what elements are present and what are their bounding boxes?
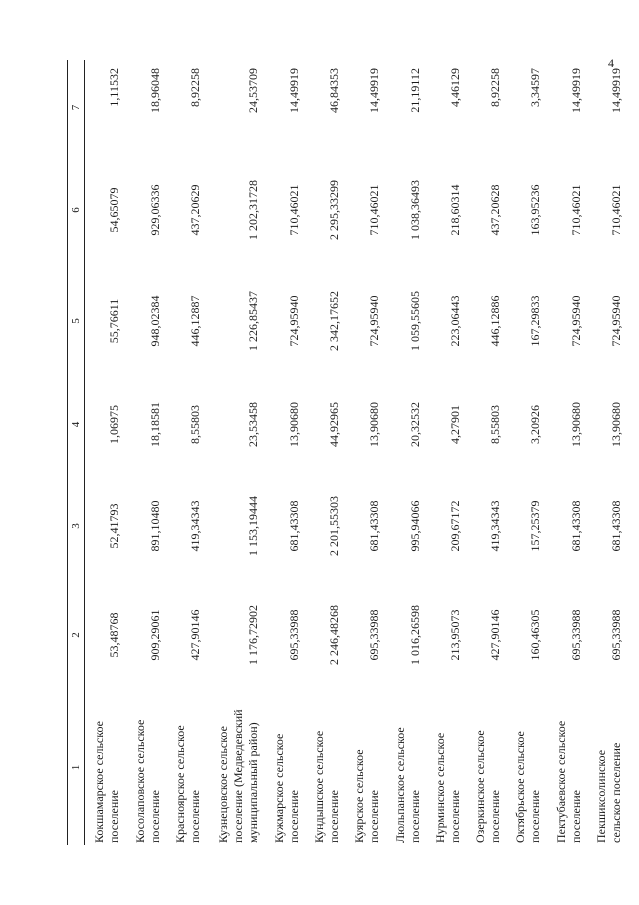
value-cell-col-4: 44,92965 (327, 402, 342, 447)
settlement-name (426, 690, 466, 845)
settlement-name-line: Озеркинское сельское (473, 730, 488, 843)
value-cell-col-3: 1 153,19444 (246, 496, 261, 556)
table-row (587, 60, 627, 845)
settlement-name-line: поселение (367, 789, 382, 843)
table-row (125, 60, 165, 845)
column-header: 7 (68, 60, 85, 155)
value-cell-col-5: 2 342,17652 (327, 291, 342, 351)
settlement-name-line: Косолаповское сельское (132, 719, 147, 843)
value-cell-col-5: 167,29833 (528, 295, 543, 347)
value-cell-col-7: 21,19112 (407, 68, 422, 113)
value-cell-col-2: 160,46305 (528, 609, 543, 661)
value-cell-col-7: 14,49919 (568, 68, 583, 113)
value-cell-col-2: 2 246,48268 (327, 605, 342, 665)
settlement-name-line: Кузнецовское сельское (216, 726, 231, 843)
budget-table (67, 60, 627, 845)
value-cell-col-2: 695,33988 (286, 609, 301, 661)
value-cell-col-5: 223,06443 (447, 295, 462, 347)
value-cell-col-3: 52,41793 (107, 503, 122, 549)
value-cell-col-5: 724,95940 (286, 295, 301, 347)
value-cell-col-2: 213,95073 (447, 609, 462, 661)
table-row (546, 60, 586, 845)
table-row (466, 60, 506, 845)
value-cell-col-6: 710,46021 (609, 184, 623, 236)
settlement-name-line: Пектубаевское сельское (553, 720, 568, 843)
settlement-name (587, 690, 627, 845)
settlement-name-line: Кокшамарское сельское (92, 721, 107, 843)
value-cell-col-5: 724,95940 (367, 295, 382, 347)
settlement-name-line: поселение (447, 789, 462, 843)
value-cell-col-6: 218,60314 (447, 184, 462, 236)
value-cell-col-6: 163,95236 (528, 184, 543, 236)
value-cell-col-2: 427,90146 (488, 609, 503, 661)
value-cell-col-5: 446,12887 (187, 295, 202, 347)
value-cell-col-7: 24,53709 (246, 68, 261, 113)
value-cell-col-6: 2 295,33299 (327, 180, 342, 240)
value-cell-col-4: 18,18581 (147, 402, 162, 447)
value-cell-col-4: 23,53458 (246, 402, 261, 447)
settlement-name-line: Красноярское сельское (172, 725, 187, 843)
value-cell-col-4: 3,20926 (528, 405, 543, 444)
value-cell-col-4: 13,90680 (568, 402, 583, 447)
settlement-name (206, 690, 265, 845)
value-cell-col-6: 710,46021 (286, 184, 301, 236)
settlement-name-line: Нурминское сельское (432, 732, 447, 843)
settlement-name-line: поселение (107, 789, 122, 843)
value-cell-col-5: 724,95940 (568, 295, 583, 347)
table-header-row (68, 60, 85, 845)
settlement-name-line: Кужмарское сельское (271, 733, 286, 843)
value-cell-col-4: 13,90680 (609, 402, 623, 447)
table-row (345, 60, 385, 845)
settlement-name (85, 690, 126, 845)
value-cell-col-2: 1 016,26598 (407, 605, 422, 665)
table-row (506, 60, 546, 845)
settlement-name (385, 690, 425, 845)
value-cell-col-7: 14,49919 (609, 68, 623, 113)
value-cell-col-3: 681,43308 (568, 500, 583, 552)
settlement-name (466, 690, 506, 845)
column-header: 6 (68, 155, 85, 265)
value-cell-col-7: 8,92258 (488, 68, 503, 107)
value-cell-col-7: 46,84353 (327, 68, 342, 113)
settlement-name-line: поселение (327, 789, 342, 843)
value-cell-col-2: 695,33988 (609, 609, 623, 661)
settlement-name-line: поселение (568, 789, 583, 843)
value-cell-col-7: 1,11532 (107, 68, 122, 107)
value-cell-col-5: 1 059,55605 (407, 291, 422, 351)
settlement-name-line: Люльпанское сельское (392, 727, 407, 843)
value-cell-col-3: 209,67172 (447, 500, 462, 552)
column-header: 3 (68, 472, 85, 580)
value-cell-col-3: 157,25379 (528, 500, 543, 552)
settlement-name-line: поселение (528, 789, 543, 843)
settlement-name-line: муниципальный район) (246, 722, 261, 843)
value-cell-col-4: 1,06975 (107, 405, 122, 444)
value-cell-col-5: 948,02384 (147, 295, 162, 347)
value-cell-col-4: 8,55803 (187, 405, 202, 444)
settlement-name-line: поселение (Медведевский (231, 709, 246, 843)
value-cell-col-5: 55,76611 (107, 298, 122, 344)
value-cell-col-4: 13,90680 (367, 402, 382, 447)
settlement-name-line: поселение (147, 789, 162, 843)
settlement-name-line: поселение (286, 789, 301, 843)
settlement-name-line: сельское поселение (609, 742, 623, 843)
table-row (305, 60, 345, 845)
table-row (85, 60, 126, 845)
value-cell-col-3: 681,43308 (609, 500, 623, 552)
settlement-name (125, 690, 165, 845)
settlement-name-line: Куярское сельское (352, 749, 367, 843)
value-cell-col-3: 891,10480 (147, 500, 162, 552)
settlement-name (546, 690, 586, 845)
value-cell-col-4: 4,27901 (447, 405, 462, 444)
value-cell-col-7: 8,92258 (187, 68, 202, 107)
settlement-name (264, 690, 304, 845)
value-cell-col-2: 53,48768 (107, 612, 122, 658)
value-cell-col-6: 710,46021 (367, 184, 382, 236)
value-cell-col-3: 995,94066 (407, 500, 422, 552)
settlement-name-line: Октябрьское сельское (513, 731, 528, 843)
rotated-page (67, 0, 627, 845)
value-cell-col-6: 437,20628 (488, 184, 503, 236)
value-cell-col-2: 427,90146 (187, 609, 202, 661)
value-cell-col-3: 419,34343 (187, 500, 202, 552)
value-cell-col-2: 695,33988 (568, 609, 583, 661)
value-cell-col-7: 3,34597 (528, 68, 543, 107)
value-cell-col-3: 419,34343 (488, 500, 503, 552)
value-cell-col-4: 20,32532 (407, 402, 422, 447)
value-cell-col-5: 1 226,85437 (246, 291, 261, 351)
table-row (264, 60, 304, 845)
value-cell-col-2: 695,33988 (367, 609, 382, 661)
table-row (426, 60, 466, 845)
settlement-name (506, 690, 546, 845)
settlement-name (166, 690, 206, 845)
value-cell-col-4: 8,55803 (488, 405, 503, 444)
value-cell-col-6: 437,20629 (187, 184, 202, 236)
settlement-name-line: поселение (488, 789, 503, 843)
table-row (166, 60, 206, 845)
value-cell-col-7: 4,46129 (447, 68, 462, 107)
value-cell-col-3: 681,43308 (367, 500, 382, 552)
column-header: 5 (68, 265, 85, 377)
settlement-name-line: Кундышское сельское (312, 730, 327, 843)
value-cell-col-7: 14,49919 (367, 68, 382, 113)
value-cell-col-2: 1 176,72902 (246, 605, 261, 665)
column-header: 1 (68, 690, 85, 845)
settlement-name-line: поселение (407, 789, 422, 843)
column-header: 2 (68, 580, 85, 690)
value-cell-col-4: 13,90680 (286, 402, 301, 447)
page-number: 4 (608, 56, 614, 70)
value-cell-col-6: 710,46021 (568, 184, 583, 236)
value-cell-col-6: 54,65079 (107, 187, 122, 233)
value-cell-col-7: 18,96048 (147, 68, 162, 113)
value-cell-col-7: 14,49919 (286, 68, 301, 113)
settlement-name-line: Пекшиксолинское (594, 749, 608, 843)
value-cell-col-3: 2 201,55303 (327, 496, 342, 556)
value-cell-col-6: 1 202,31728 (246, 180, 261, 240)
value-cell-col-3: 681,43308 (286, 500, 301, 552)
table-row (206, 60, 265, 845)
column-header: 4 (68, 377, 85, 472)
value-cell-col-2: 909,29061 (147, 609, 162, 661)
value-cell-col-5: 446,12886 (488, 295, 503, 347)
value-cell-col-6: 1 038,36493 (407, 180, 422, 240)
value-cell-col-6: 929,06336 (147, 184, 162, 236)
settlement-name-line: поселение (187, 789, 202, 843)
settlement-name (345, 690, 385, 845)
table-row (385, 60, 425, 845)
settlement-name (305, 690, 345, 845)
value-cell-col-5: 724,95940 (609, 295, 623, 347)
